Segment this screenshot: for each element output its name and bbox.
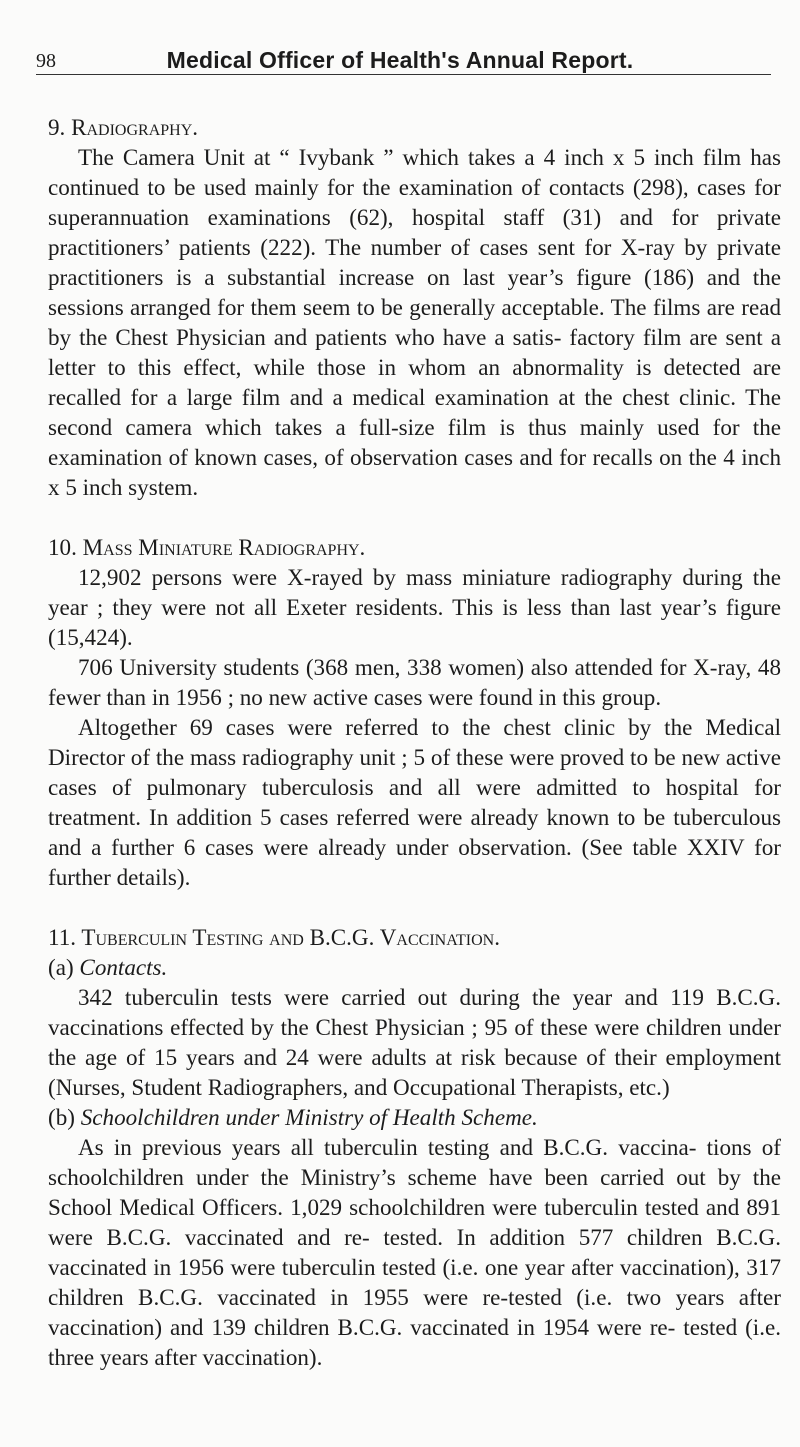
subsection-b-text: Schoolchildren under Ministry of Health Scheme.: [80, 1104, 538, 1130]
section-11-heading: 11. Tuberculin Testing and B.C.G. Vaccination.: [48, 924, 500, 950]
subsection-b-paragraph: As in previous years all tuberculin testing and B.C.G. vaccina- tions of schoolchildren under the Ministry’s scheme have been carried out by the School Medical Officers. 1,029 schoolchildren were tuberculin tested and 891 were B.C.G. vaccinated and re- tested. In addition 577 children B.C.G. vaccinated in 1956 were tuberculin tested (i.e. one year after vaccination), 317 children B.C.G. vaccinated in 1955 were re-tested (i.e. two years after vaccination) and 139 children B.C.G. vaccinated in 1954 were re- tested (i.e. three years after vaccination).: [48, 1134, 781, 1370]
subsection-a-text: Contacts.: [79, 954, 168, 980]
page-number: 98: [36, 50, 56, 72]
subsection-a-paragraph: 342 tuberculin tests were carried out during the year and 119 B.C.G. vaccinations effected by the Chest Physician ; 95 of these were children under the age of 15 years and 24 were adults at risk because of their employment (Nurses, Student Radiographers, and Occupational Therapists, etc.): [48, 984, 781, 1100]
header-rule: [36, 74, 771, 75]
page-header: [36, 44, 764, 74]
section-9-paragraph-1: The Camera Unit at “ Ivybank ” which takes a 4 inch x 5 inch film has continued to be used mainly for the examination of contacts (298), cases for superannuation examinations (62), hospital staff (31) and for private practitioners’ patients (222). The number of cases sent for X-ray by private practitioners is a substantial increase on last year’s figure (186) and the sessions arranged for them seem to be generally acceptable. The films are read by the Chest Physician and patients who have a satis- factory film are sent a letter to this effect, while those in whom an abnormality is detected are recalled for a large film and a medical examination at the chest clinic. The second camera which takes a full-size film is thus mainly used for the examination of known cases, of observation cases and for recalls on the 4 inch x 5 inch system.: [48, 144, 781, 500]
section-10-heading: 10. Mass Miniature Radiography.: [48, 534, 366, 560]
subsection-b-label: (b): [48, 1104, 75, 1130]
section-10-paragraph-3: Altogether 69 cases were referred to the chest clinic by the Medical Director of the mass radiography unit ; 5 of these were proved to be new active cases of pulmonary tuberculosis and all were admitted to hospital for treatment. In addition 5 cases referred were already known to be tuberculous and a further 6 cases were already under observation. (See table XXIV for further details).: [48, 714, 781, 890]
subsection-a-title: [48, 952, 781, 982]
subsection-b-title: [48, 1102, 781, 1132]
subsection-a-label: (a): [48, 954, 74, 980]
section-10-paragraph-1: 12,902 persons were X-rayed by mass miniature radiography during the year ; they were not all Exeter residents. This is less than last year’s figure (15,424).: [48, 564, 781, 650]
section-10-paragraph-2: 706 University students (368 men, 338 women) also attended for X-ray, 48 fewer than in 1956 ; no new active cases were found in this group.: [48, 654, 781, 710]
section-9-heading: 9. Radiography.: [48, 114, 199, 140]
report-body: [48, 112, 781, 1372]
running-title: Medical Officer of Health's Annual Report.: [166, 47, 634, 73]
